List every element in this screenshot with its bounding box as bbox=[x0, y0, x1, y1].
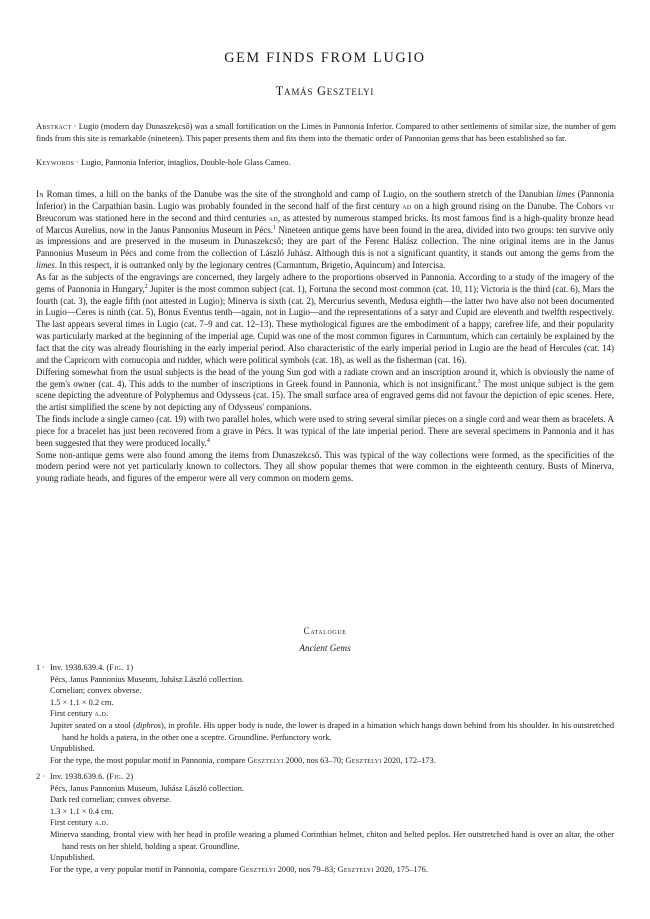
keywords-label: Keywords bbox=[36, 158, 75, 167]
text-span: on a high ground rising on the Danube. The Cohors bbox=[411, 200, 605, 211]
text-span: Nineteen antique gems have been found in the area, divided into two groups: ten survive only as impressions and are preserved in the museum in Dunaszekcső; they are part of the Ferenc Halász collection. The nine original items are in the Janus Pannonius Museum in Pécs and come from the collection of László Juhász. Although this is not a significant quantity, it stands out among the gems from the bbox=[36, 224, 614, 259]
entry-location: Pécs, Janus Pannonius Museum, Juhász László collection. bbox=[50, 674, 244, 684]
entry-size: 1.3 × 1.1 × 0.4 cm. bbox=[50, 806, 114, 816]
entry-size: 1.5 × 1.1 × 0.2 cm. bbox=[50, 697, 114, 707]
footnote-ref-4[interactable]: 4 bbox=[206, 437, 210, 444]
body-paragraph-1 bbox=[36, 189, 614, 272]
entry-reference bbox=[36, 755, 614, 767]
body-paragraph-4 bbox=[36, 414, 614, 450]
text-span: . In this respect, it is outranked only by the legionary centres (Carnuntum, Brigetio, Aquincum) and Intercisa. bbox=[54, 260, 446, 271]
keywords-separator: · bbox=[74, 158, 82, 167]
footnote-ref-2[interactable]: 2 bbox=[144, 283, 148, 290]
body-paragraph-3 bbox=[36, 367, 614, 414]
text-span: ) bbox=[130, 663, 134, 672]
body-paragraph-2 bbox=[36, 272, 614, 367]
footnote-ref-1[interactable]: 1 bbox=[273, 224, 277, 231]
era-abbr: a.d. bbox=[94, 709, 109, 719]
italic-term: diphros bbox=[135, 720, 162, 730]
abstract bbox=[36, 121, 616, 145]
body-paragraph-5: Some non-antique gems were also found among the items from Dunaszekcső. This was typical of the way collections were formed, as the specificities of the modern period were not yet particularly known to collectors. They all show popular themes that were common in the eighteenth century. Busts of Minerva, young radiate heads, and figures of the emperor were all very common on modern gems. bbox=[36, 449, 614, 484]
entry-description bbox=[36, 720, 614, 743]
entry-inventory bbox=[36, 662, 614, 674]
entry-status: Unpublished. bbox=[50, 744, 95, 754]
text-span: ), in profile. His upper body is nude, the lower is draped in a himation which hangs down behind from his shoulder. In his outstretched hand he holds a patera, in the other one a sceptre. Groundline. Perfunctory work. bbox=[62, 720, 614, 742]
text-span: Jupiter is the most common subject (cat. 1), Fortuna the second most common (cat. 10, 11); Victoria is the third (cat. 6), Mars the fourth (cat. 3), the eagle fifth (not attested in Lugio); Minerva is sixth (cat. 2), Mercurius seventh, Medusa eighth—the latter two have also not been documented in Lugio—Ceres is ninth (cat. 5), Bonus Eventus tenth—again, not in Lugio—and the representations of a satyr and Cupid are eleventh and twelfth respectively. The last appears several times in Lugio (cat. 7–9 and cat. 12–13). These mythological figures are the embodiment of a happy, carefree life, and their popularity was particularly marked at the beginning of the imperial age. Cupid was one of the most common figures in Carnuntum, which can certainly be explained by the fact that the city was already flourishing in the early imperial period. Also characteristic of the early imperial period in Lugio are the head of Hercules (cat. 14) and the Capricorn with cornucopia and rudder, which were political symbols (cat. 18), as well as the fisherman (cat. 16). bbox=[36, 283, 614, 365]
era-abbr: ad bbox=[402, 200, 412, 211]
catalogue-subheading: Ancient Gems bbox=[299, 643, 351, 653]
text-span: Jupiter seated on a stool ( bbox=[50, 720, 136, 730]
text-span: 2020, 172–173. bbox=[381, 755, 436, 765]
text-span: Inv. 1938.639.4. ( bbox=[50, 663, 110, 672]
entry-number: 1 · bbox=[36, 663, 46, 672]
text-span: For the type, a very popular motif in Pannonia, compare bbox=[50, 864, 240, 874]
italic-term: limes bbox=[556, 189, 575, 199]
figure-ref[interactable]: Fig. 1 bbox=[109, 663, 131, 672]
text-span: The finds include a single cameo (cat. 19) with two parallel holes, which were used to string several similar pieces on a single cord and wear them as bracelets. A piece for a bracelet has just been recovered from a grave in Pécs. It was typical of the late imperial period. There are several specimens in Pannonia and it has been suggested that they were produced locally. bbox=[36, 414, 614, 448]
cohort-numeral: vii bbox=[604, 200, 614, 211]
era-abbr: a.d. bbox=[94, 818, 109, 828]
author-citation: Gesztelyi bbox=[337, 864, 374, 874]
text-span: 2000, nos 63–70; bbox=[283, 755, 346, 765]
text-span: Roman times, a hill on the banks of the Danube was the site of the stronghold and camp of Lugio, on the southern stretch of the Danubian bbox=[43, 189, 557, 199]
entry-status: Unpublished. bbox=[50, 853, 95, 863]
text-span: Differing somewhat from the usual subjects is the head of the young Sun god with a radiate crown and an inscription around it, which is obviously the name of the gem's owner (cat. 4). This adds to the number of inscriptions in Greek found in Pannonia, which is not insignificant. bbox=[36, 366, 614, 389]
text-span: 2000, nos 79–83; bbox=[275, 864, 338, 874]
article-author: Tamás Gesztelyi bbox=[275, 84, 375, 98]
author-citation: Gesztelyi bbox=[345, 755, 382, 765]
abstract-separator: · bbox=[71, 122, 79, 131]
abstract-text: Lugio (modern day Dunaszekcső) was a small fortification on the Limes in Pannonia Inferior. Compared to other settlements of similar size, the number of gem finds from this site is remarkable (nineteen). This paper presents them and fits them into the thematic order of Pannonian gems that has been established so far. bbox=[36, 122, 617, 143]
article-title: GEM FINDS FROM LUGIO bbox=[224, 50, 426, 66]
entry-reference bbox=[36, 864, 614, 876]
keywords-text: Lugio, Pannonia Inferior, intaglios, Double-hole Glass Cameo. bbox=[81, 158, 291, 167]
entry-number: 2 · bbox=[36, 772, 46, 781]
entry-location: Pécs, Janus Pannonius Museum, Juhász László collection. bbox=[50, 783, 244, 793]
text-span: Inv. 1938.639.6. ( bbox=[50, 772, 110, 781]
text-span: First century bbox=[50, 818, 95, 828]
catalogue-entry-2 bbox=[36, 771, 614, 875]
author-citation: Gesztelyi bbox=[239, 864, 276, 874]
italic-term: limes bbox=[36, 260, 55, 271]
text-span: , as attested by numerous stamped bricks. Its most famous find is a high-quality bronze head of Marcus Aurelius, now in the Janus Pannonius Museum in Pécs. bbox=[36, 212, 615, 235]
text-span: First century bbox=[50, 709, 95, 719]
figure-ref[interactable]: Fig. 2 bbox=[109, 772, 131, 781]
era-abbr: ad bbox=[268, 212, 278, 223]
text-span: Breucorum was stationed here in the second and third centuries bbox=[36, 212, 269, 223]
text-span: As far as the subjects of the engravings are concerned, they largely adhere to the proportions observed in Pannonia. According to a study of the imagery of the gems of Pannonia in Hungary, bbox=[36, 271, 614, 294]
entry-date bbox=[36, 817, 614, 829]
keywords bbox=[36, 157, 616, 169]
entry-material: Cornelian; convex obverse. bbox=[50, 686, 142, 696]
text-span: 2020, 175–176. bbox=[373, 864, 428, 874]
entry-material: Dark red cornelian; convex obverse. bbox=[50, 795, 172, 805]
lead-word: In bbox=[36, 189, 44, 199]
footnote-ref-3[interactable]: 3 bbox=[477, 378, 481, 385]
text-span: ) bbox=[130, 772, 134, 781]
text-span: The most unique subject is the gem scene depicting the adventure of Polyphemus and Odysseus (cat. 15). The small surface area of engraved gems did not favour the depiction of epic scenes. Here, the artist simplified the scene by not depicting any of Odysseus' companions. bbox=[36, 378, 614, 413]
catalogue-heading: Catalogue bbox=[303, 626, 347, 636]
author-citation: Gesztelyi bbox=[247, 755, 284, 765]
entry-inventory bbox=[36, 771, 614, 783]
catalogue-entry-1 bbox=[36, 662, 614, 766]
entry-description: Minerva standing, frontal view with her head in profile wearing a plumed Corinthian helmet, chiton and belted peplos. Her outstretched hand is over an altar, the other hand rests on her shield, holding a spear. Groundline. bbox=[50, 829, 614, 851]
text-span: (Pannonia Inferior) in the Carpathian basin. Lugio was probably founded in the second half of the first century bbox=[36, 189, 614, 211]
article-body bbox=[36, 189, 614, 485]
text-span: For the type, the most popular motif in Pannonia, compare bbox=[50, 755, 248, 765]
entry-date bbox=[36, 708, 614, 720]
abstract-label: Abstract bbox=[36, 122, 72, 131]
